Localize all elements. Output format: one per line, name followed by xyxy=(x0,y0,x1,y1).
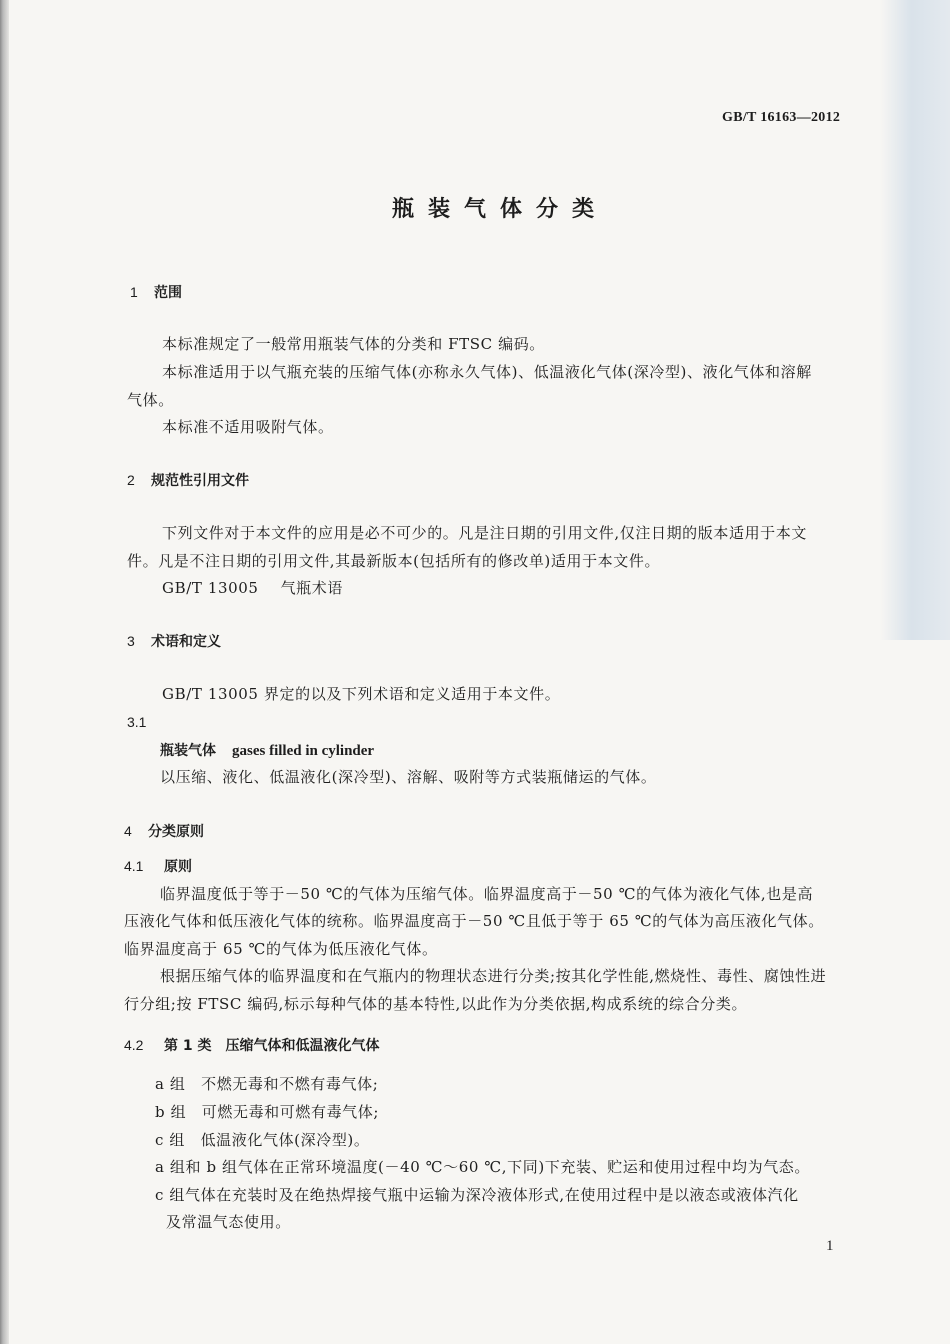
paragraph: a 组和 b 组气体在正常环境温度(－40 ℃～60 ℃,下同)下充装、贮运和使用过程中均为气态。 xyxy=(155,1158,810,1176)
term-entry xyxy=(160,740,374,761)
paragraph: 本标准规定了一般常用瓶装气体的分类和 FTSC 编码。 xyxy=(162,335,545,353)
scan-shadow xyxy=(880,0,950,640)
section-3-heading xyxy=(127,631,221,652)
paragraph: 下列文件对于本文件的应用是必不可少的。凡是注日期的引用文件,仅注日期的版本适用于本文 xyxy=(162,524,807,542)
clause-title: 第 1 类 压缩气体和低温液化气体 xyxy=(164,1038,380,1054)
paragraph: 件。凡是不注日期的引用文件,其最新版本(包括所有的修改单)适用于本文件。 xyxy=(127,552,661,570)
paragraph: 气体。 xyxy=(127,391,174,409)
clause-4-2-heading xyxy=(124,1035,380,1056)
section-2-heading xyxy=(127,470,249,491)
section-number: 3 xyxy=(127,633,135,649)
section-number: 2 xyxy=(127,472,135,488)
paragraph: 根据压缩气体的临界温度和在气瓶内的物理状态进行分类;按其化学性能,燃烧性、毒性、腐蚀性进 xyxy=(160,967,827,985)
term-definition: 以压缩、液化、低温液化(深冷型)、溶解、吸附等方式装瓶储运的气体。 xyxy=(160,768,657,786)
section-title: 术语和定义 xyxy=(151,634,221,650)
paragraph: 临界温度低于等于－50 ℃的气体为压缩气体。临界温度高于－50 ℃的气体为液化气体,也是高 xyxy=(160,885,814,903)
term-english: gases filled in cylinder xyxy=(232,743,375,759)
list-item: c 组 低温液化气体(深冷型)。 xyxy=(155,1131,370,1149)
paragraph: GB/T 13005 界定的以及下列术语和定义适用于本文件。 xyxy=(162,685,561,703)
list-item: b 组 可燃无毒和可燃有毒气体; xyxy=(155,1103,380,1121)
page-number: 1 xyxy=(826,1238,834,1254)
list-item: a 组 不燃无毒和不燃有毒气体; xyxy=(155,1075,379,1093)
paragraph: 行分组;按 FTSC 编码,标示每种气体的基本特性,以此作为分类依据,构成系统的综合分类。 xyxy=(124,995,748,1013)
clause-4-1-heading xyxy=(124,856,192,877)
section-number: 4 xyxy=(124,823,132,839)
section-4-heading xyxy=(124,821,204,842)
paragraph: 及常温气态使用。 xyxy=(166,1213,291,1231)
term-chinese: 瓶装气体 xyxy=(160,743,216,759)
clause-number: 4.2 xyxy=(124,1037,144,1053)
document-title: 瓶装气体分类 xyxy=(391,197,608,222)
section-1-heading xyxy=(130,282,182,303)
paragraph: 压液化气体和低压液化气体的统称。临界温度高于－50 ℃且低于等于 65 ℃的气体为高压液化气体。 xyxy=(124,912,824,930)
reference-code: GB/T 13005 xyxy=(162,579,259,597)
normative-reference xyxy=(162,578,343,598)
paragraph: 临界温度高于 65 ℃的气体为低压液化气体。 xyxy=(124,940,438,958)
section-title: 范围 xyxy=(154,285,182,301)
clause-number: 4.1 xyxy=(124,858,144,874)
section-title: 分类原则 xyxy=(148,824,204,840)
clause-number: 3.1 xyxy=(127,714,147,730)
clause-title: 原则 xyxy=(164,859,192,875)
paragraph: c 组气体在充装时及在绝热焊接气瓶中运输为深冷液体形式,在使用过程中是以液态或液体汽化 xyxy=(155,1186,799,1204)
paragraph: 本标准不适用吸附气体。 xyxy=(162,418,334,436)
section-number: 1 xyxy=(130,284,138,300)
standard-code: GB/T 16163—2012 xyxy=(722,110,841,125)
reference-title: 气瓶术语 xyxy=(280,579,343,597)
paragraph: 本标准适用于以气瓶充装的压缩气体(亦称永久气体)、低温液化气体(深冷型)、液化气体和溶解 xyxy=(162,363,812,381)
section-title: 规范性引用文件 xyxy=(151,473,249,489)
